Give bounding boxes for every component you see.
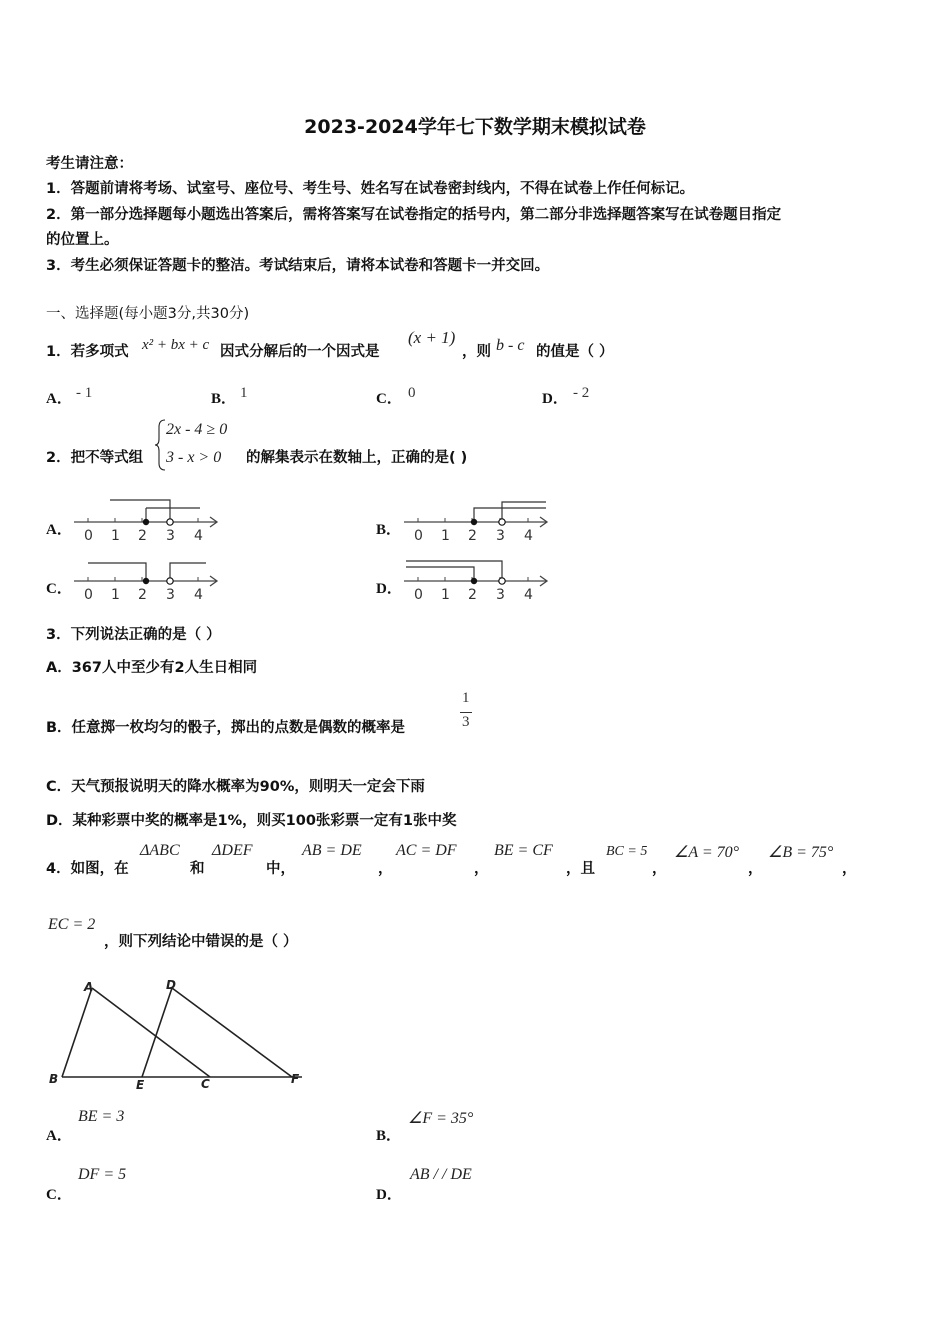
- vertex-a-label: A: [84, 980, 94, 994]
- q4-comma-4: ，: [748, 861, 763, 877]
- q4-eq-ec: EC = 2: [48, 916, 96, 933]
- tick-label: 3: [166, 528, 175, 544]
- q3-stem: 3．下列说法正确的是（ ）: [46, 627, 221, 643]
- vertex-e-label: E: [136, 1078, 145, 1092]
- q2-post: 的解集表示在数轴上，正确的是( ): [246, 450, 468, 466]
- q4-comma-3: ，: [652, 861, 667, 877]
- vertex-d-label: D: [166, 978, 176, 992]
- q2-option-d-number-line: [400, 555, 552, 605]
- q2-option-b-number-line: [400, 496, 552, 546]
- q4-angle-a: ∠A = 70°: [674, 844, 740, 861]
- q1-option-a-value: - 1: [76, 385, 93, 401]
- tick-label: 1: [111, 587, 120, 603]
- q4-triangle-figure: [44, 972, 314, 1094]
- tick-label: 0: [414, 587, 423, 603]
- q4-option-a-label[interactable]: A．: [46, 1128, 72, 1144]
- q1-expression: b - c: [496, 337, 525, 354]
- tick-label: 1: [441, 587, 450, 603]
- q4-prefix: 4．如图，在: [46, 861, 129, 877]
- q2-inequality-2: 3 - x > 0: [166, 449, 222, 466]
- notice-line-3: 3．考生必须保证答题卡的整洁。考试结束后，请将本试卷和答题卡一并交回。: [46, 258, 550, 274]
- tick-label: 4: [524, 587, 533, 603]
- tick-label: 2: [468, 528, 477, 544]
- tick-label: 3: [496, 587, 505, 603]
- q1-option-d-value: - 2: [573, 385, 590, 401]
- q2-option-a-number-line: [70, 496, 220, 546]
- q1-option-a-label[interactable]: A．: [46, 391, 72, 407]
- q1-option-c-label[interactable]: C．: [376, 391, 402, 407]
- tick-label: 2: [138, 587, 147, 603]
- q4-option-c-label[interactable]: C．: [46, 1187, 72, 1203]
- vertex-f-label: F: [291, 1072, 300, 1086]
- q1-option-c-value: 0: [408, 385, 416, 401]
- q1-option-b-value: 1: [240, 385, 248, 401]
- q3-option-c[interactable]: C．天气预报说明天的降水概率为90%，则明天一定会下雨: [46, 779, 425, 795]
- section-heading: 一、选择题(每小题3分,共30分): [46, 306, 250, 322]
- q4-eq-ac-df: AC = DF: [396, 842, 457, 859]
- q3-option-d[interactable]: D．某种彩票中奖的概率是1%，则买100张彩票一定有1张中奖: [46, 813, 457, 829]
- tick-label: 4: [194, 587, 203, 603]
- q4-triangle-abc: ΔABC: [140, 842, 180, 859]
- q2-option-c-number-line: [70, 555, 220, 605]
- q2-option-c-label[interactable]: C．: [46, 581, 72, 597]
- tick-label: 1: [441, 528, 450, 544]
- notice-line-2a: 2．第一部分选择题每小题选出答案后，需将答案写在试卷指定的括号内，第二部分非选择题答案写在试卷题目指定: [46, 207, 782, 223]
- q4-eq-ab-de: AB = DE: [302, 842, 362, 859]
- q4-option-b-value: ∠F = 35°: [408, 1110, 474, 1127]
- tick-label: 4: [194, 528, 203, 544]
- q2-option-d-label[interactable]: D．: [376, 581, 402, 597]
- q4-option-b-label[interactable]: B．: [376, 1128, 402, 1144]
- q3-fraction-denominator: 3: [462, 714, 470, 730]
- q2-prefix: 2．把不等式组: [46, 450, 144, 466]
- tick-label: 0: [84, 528, 93, 544]
- q4-comma-5: ，: [842, 861, 857, 877]
- tick-label: 1: [111, 528, 120, 544]
- q4-option-a-value: BE = 3: [78, 1108, 125, 1125]
- q4-and: 和: [190, 861, 205, 877]
- q1-post: 的值是（ ）: [536, 344, 614, 360]
- q3-option-a[interactable]: A．367人中至少有2人生日相同: [46, 660, 258, 676]
- q3-fraction-bar: [460, 712, 472, 713]
- q1-mid2: ，则: [462, 344, 491, 360]
- q4-eq-be-cf: BE = CF: [494, 842, 553, 859]
- tick-label: 0: [84, 587, 93, 603]
- q4-option-d-label[interactable]: D．: [376, 1187, 402, 1203]
- q4-post: ，则下列结论中错误的是（ ）: [104, 934, 298, 950]
- vertex-c-label: C: [201, 1077, 210, 1091]
- q3-option-b[interactable]: B．任意掷一枚均匀的骰子，掷出的点数是偶数的概率是: [46, 720, 406, 736]
- q4-triangle-def: ΔDEF: [212, 842, 253, 859]
- q1-prefix: 1．若多项式: [46, 344, 129, 360]
- q4-angle-b: ∠B = 75°: [768, 844, 834, 861]
- q1-polynomial: x² + bx + c: [142, 337, 210, 353]
- q4-comma-2: ，: [474, 861, 489, 877]
- q4-option-d-value: AB / / DE: [410, 1166, 472, 1183]
- q2-option-b-label[interactable]: B．: [376, 522, 402, 538]
- tick-label: 2: [468, 587, 477, 603]
- q4-option-c-value: DF = 5: [78, 1166, 127, 1183]
- tick-label: 0: [414, 528, 423, 544]
- q1-option-d-label[interactable]: D．: [542, 391, 568, 407]
- notice-heading: 考生请注意：: [46, 156, 133, 172]
- tick-label: 3: [496, 528, 505, 544]
- q1-factor: (x + 1): [408, 328, 456, 347]
- tick-label: 3: [166, 587, 175, 603]
- q4-and-also: ，且: [566, 861, 595, 877]
- notice-line-2b: 的位置上。: [46, 232, 119, 248]
- q2-option-a-label[interactable]: A．: [46, 522, 72, 538]
- q4-in: 中，: [266, 861, 295, 877]
- q1-option-b-label[interactable]: B．: [211, 391, 237, 407]
- vertex-b-label: B: [49, 1072, 59, 1086]
- tick-label: 4: [524, 528, 533, 544]
- page-title: 2023-2024学年七下数学期末模拟试卷: [304, 116, 646, 138]
- q3-fraction-numerator: 1: [462, 690, 470, 706]
- tick-label: 2: [138, 528, 147, 544]
- notice-line-1: 1．答题前请将考场、试室号、座位号、考生号、姓名写在试卷密封线内，不得在试卷上作任何标记。: [46, 181, 695, 197]
- q4-comma-1: ，: [378, 861, 393, 877]
- q2-inequality-1: 2x - 4 ≥ 0: [166, 421, 228, 438]
- q1-mid: 因式分解后的一个因式是: [220, 344, 380, 360]
- q4-eq-bc: BC = 5: [606, 844, 648, 859]
